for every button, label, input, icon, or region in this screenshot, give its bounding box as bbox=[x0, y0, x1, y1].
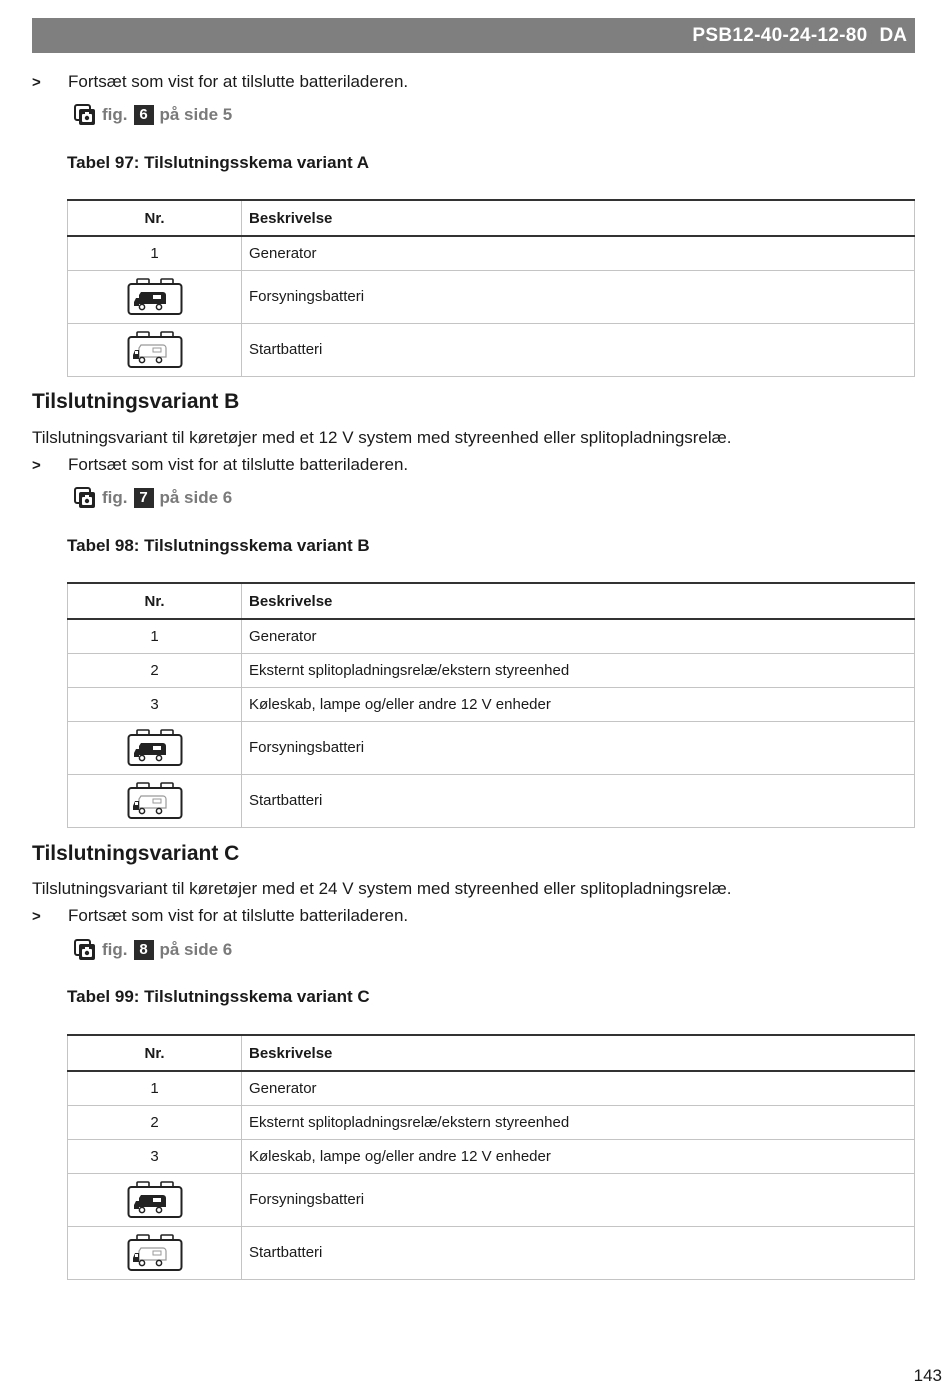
starter-battery-icon bbox=[127, 782, 183, 820]
col-header-desc: Beskrivelse bbox=[242, 583, 915, 619]
camera-icon bbox=[74, 939, 96, 961]
fig-label: fig. bbox=[102, 105, 128, 124]
fig-number: 7 bbox=[134, 488, 154, 508]
section-intro-b: Tilslutningsvariant til køretøjer med et 12 V system med styreenhed eller splitopladningsrelæ. bbox=[32, 428, 732, 447]
table-row bbox=[68, 1071, 915, 1105]
table-header-row bbox=[68, 583, 915, 619]
row-nr: 1 bbox=[68, 619, 242, 653]
row-desc: Forsyningsbatteri bbox=[242, 1173, 915, 1226]
service-battery-icon bbox=[127, 1181, 183, 1219]
row-desc: Startbatteri bbox=[242, 774, 915, 827]
fig-page: på side 6 bbox=[159, 940, 233, 959]
fig-page: på side 6 bbox=[159, 488, 233, 507]
starter-battery-icon bbox=[127, 331, 183, 369]
row-desc: Startbatteri bbox=[242, 1226, 915, 1279]
step-instruction-c bbox=[32, 906, 408, 926]
step-text: Fortsæt som vist for at tilslutte batteriladeren. bbox=[68, 906, 409, 925]
connection-table-c bbox=[67, 1034, 915, 1280]
step-chevron-icon: > bbox=[32, 74, 41, 91]
table-header-row bbox=[68, 1035, 915, 1071]
row-desc: Eksternt splitopladningsrelæ/ekstern styreenhed bbox=[242, 1105, 915, 1139]
model-number: PSB12-40-24-12-80 bbox=[692, 24, 868, 46]
step-chevron-icon: > bbox=[32, 908, 41, 925]
row-nr: 2 bbox=[68, 653, 242, 687]
fig-number: 6 bbox=[134, 105, 154, 125]
table-row bbox=[68, 1139, 915, 1173]
row-nr: 3 bbox=[68, 1139, 242, 1173]
table-row bbox=[68, 1173, 915, 1226]
table-row bbox=[68, 687, 915, 721]
section-title-b: Tilslutningsvariant B bbox=[32, 390, 240, 413]
row-nr: 3 bbox=[68, 687, 242, 721]
row-nr: 1 bbox=[68, 1071, 242, 1105]
section-title-c: Tilslutningsvariant C bbox=[32, 842, 240, 865]
table-row bbox=[68, 323, 915, 376]
service-battery-icon bbox=[127, 729, 183, 767]
table-row bbox=[68, 619, 915, 653]
col-header-nr: Nr. bbox=[68, 200, 242, 236]
row-desc: Køleskab, lampe og/eller andre 12 V enheder bbox=[242, 1139, 915, 1173]
col-header-nr: Nr. bbox=[68, 1035, 242, 1071]
table-row bbox=[68, 236, 915, 270]
step-text: Fortsæt som vist for at tilslutte batteriladeren. bbox=[68, 455, 409, 474]
row-desc: Generator bbox=[242, 236, 915, 270]
figure-reference-b[interactable] bbox=[74, 487, 232, 509]
row-desc: Eksternt splitopladningsrelæ/ekstern styreenhed bbox=[242, 653, 915, 687]
table-title-c: Tabel 99: Tilslutningsskema variant C bbox=[67, 987, 370, 1006]
figure-reference-c[interactable] bbox=[74, 939, 232, 961]
table-row bbox=[68, 653, 915, 687]
table-row bbox=[68, 774, 915, 827]
row-desc: Forsyningsbatteri bbox=[242, 270, 915, 323]
table-row bbox=[68, 1105, 915, 1139]
camera-icon bbox=[74, 487, 96, 509]
header-bar bbox=[32, 18, 915, 53]
table-row bbox=[68, 721, 915, 774]
row-nr: 1 bbox=[68, 236, 242, 270]
row-desc: Forsyningsbatteri bbox=[242, 721, 915, 774]
page-number: 143 bbox=[913, 1366, 942, 1385]
row-desc: Generator bbox=[242, 1071, 915, 1105]
language-code: DA bbox=[879, 24, 907, 46]
starter-battery-icon bbox=[127, 1234, 183, 1272]
fig-label: fig. bbox=[102, 488, 128, 507]
row-desc: Køleskab, lampe og/eller andre 12 V enheder bbox=[242, 687, 915, 721]
service-battery-icon bbox=[127, 278, 183, 316]
step-instruction-b bbox=[32, 455, 408, 475]
row-desc: Generator bbox=[242, 619, 915, 653]
table-title-b: Tabel 98: Tilslutningsskema variant B bbox=[67, 536, 370, 555]
col-header-desc: Beskrivelse bbox=[242, 200, 915, 236]
step-chevron-icon: > bbox=[32, 457, 41, 474]
figure-reference-a[interactable] bbox=[74, 104, 232, 126]
col-header-nr: Nr. bbox=[68, 583, 242, 619]
connection-table-a bbox=[67, 199, 915, 377]
section-intro-c: Tilslutningsvariant til køretøjer med et 24 V system med styreenhed eller splitopladningsrelæ. bbox=[32, 879, 732, 898]
row-desc: Startbatteri bbox=[242, 323, 915, 376]
table-header-row bbox=[68, 200, 915, 236]
table-title-a: Tabel 97: Tilslutningsskema variant A bbox=[67, 153, 370, 172]
fig-number: 8 bbox=[134, 940, 154, 960]
table-row bbox=[68, 270, 915, 323]
step-instruction-a bbox=[32, 72, 408, 92]
step-text: Fortsæt som vist for at tilslutte batteriladeren. bbox=[68, 72, 409, 91]
fig-label: fig. bbox=[102, 940, 128, 959]
fig-page: på side 5 bbox=[159, 105, 233, 124]
camera-icon bbox=[74, 104, 96, 126]
connection-table-b bbox=[67, 582, 915, 828]
row-nr: 2 bbox=[68, 1105, 242, 1139]
table-row bbox=[68, 1226, 915, 1279]
col-header-desc: Beskrivelse bbox=[242, 1035, 915, 1071]
